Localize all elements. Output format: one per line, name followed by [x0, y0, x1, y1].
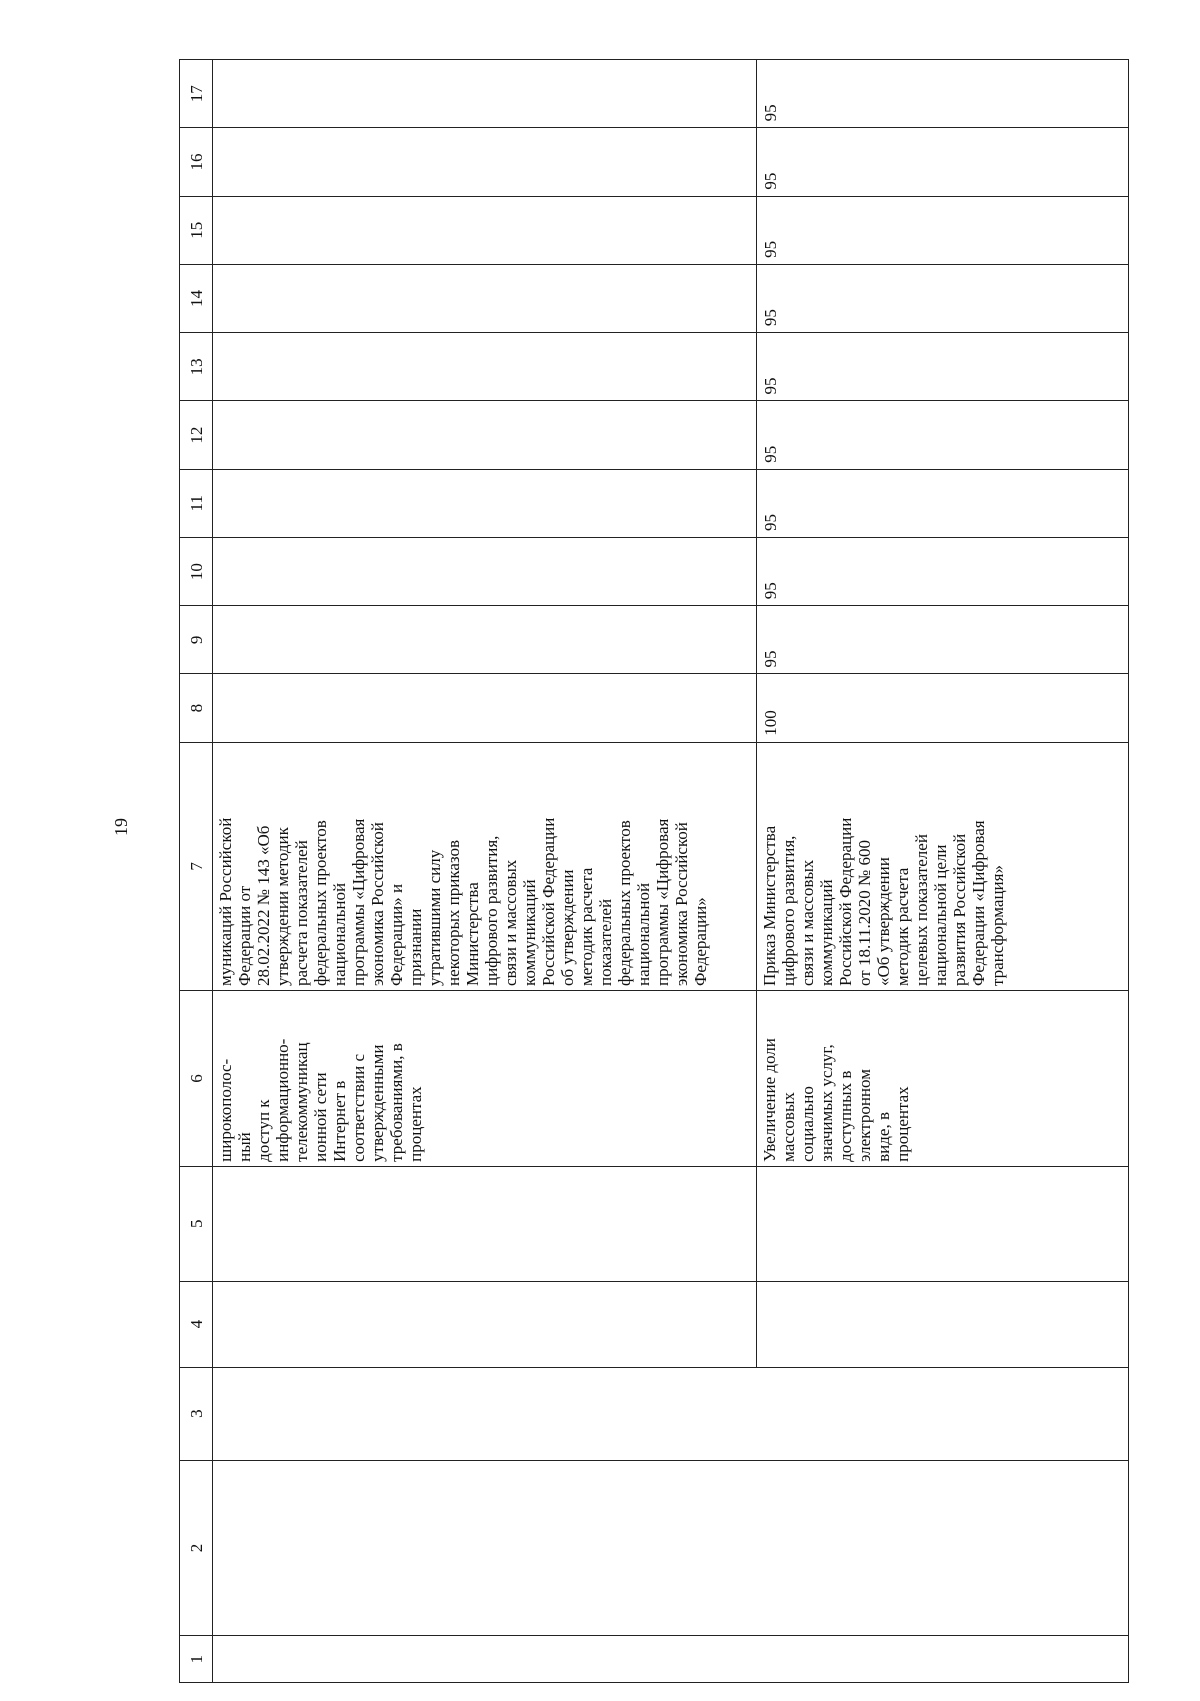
column-header: 16 — [180, 128, 213, 196]
table-cell — [213, 264, 757, 332]
indicator-name: Увеличение доли массовых социально значимых услуг, доступных в электронном виде, в процентах — [760, 1038, 912, 1162]
column-header: 14 — [180, 264, 213, 332]
table-cell — [213, 196, 757, 264]
methodology-cell — [213, 742, 757, 990]
table-cell — [213, 674, 757, 742]
methodology-cell — [757, 742, 1129, 990]
table-cell — [213, 1460, 1129, 1636]
column-header: 4 — [180, 1281, 213, 1367]
value-cell — [757, 264, 1129, 332]
document-table-rotated — [179, 59, 1129, 1683]
column-header: 1 — [180, 1636, 213, 1683]
table-cell — [213, 1367, 1129, 1460]
indicator-value: 95 — [761, 309, 780, 327]
value-cell — [757, 196, 1129, 264]
table-cell — [213, 1636, 1129, 1683]
indicator-value: 95 — [761, 172, 780, 190]
indicator-name: широкополос- ный доступ к информационно- телекоммуникац ионной сети Интернет в соответствии с утвержденными требованиями, в процентах — [216, 1038, 425, 1162]
table-cell — [213, 333, 757, 401]
column-header: 15 — [180, 196, 213, 264]
column-header: 10 — [180, 537, 213, 605]
column-header: 5 — [180, 1166, 213, 1281]
value-cell — [757, 60, 1129, 128]
table-cell — [213, 537, 757, 605]
indicator-value: 95 — [761, 513, 780, 531]
value-cell — [757, 537, 1129, 605]
column-header: 12 — [180, 401, 213, 469]
column-header: 2 — [180, 1460, 213, 1636]
indicator-name-cell — [213, 991, 757, 1167]
table-cell — [213, 469, 757, 537]
column-header: 6 — [180, 991, 213, 1167]
table-row — [213, 60, 757, 1683]
table-cell — [213, 60, 757, 128]
methodology-reference: Приказ Министерства цифрового развития, связи и массовых коммуникаций Российской Федерации от 18.11.2020 № 600 «Об утверждении методик расчета целевых показателей национальной цели развития Российской Федерации «Цифровая трансформация» — [760, 817, 1007, 987]
table-cell — [213, 128, 757, 196]
indicator-value: 95 — [761, 582, 780, 600]
table-cell — [213, 1166, 757, 1281]
methodology-reference: муникаций Российской Федерации от 28.02.2022 № 143 «Об утверждении методик расчета показателей федеральных проектов национальной программы «Цифровая экономика Российской Федерации» и признании утратившими силу некоторых приказов Министерства цифрового развития, связи и массовых коммуникаций Российской Федерации об утверждении методик расчета показателей федеральных проектов национальной программы «Цифровая экономика Российской Федерации» — [216, 817, 710, 987]
page-number: 19 — [111, 818, 131, 836]
column-header: 7 — [180, 742, 213, 990]
indicator-value: 95 — [761, 650, 780, 668]
indicator-value: 100 — [761, 710, 780, 736]
table-cell — [213, 401, 757, 469]
column-header: 3 — [180, 1367, 213, 1460]
value-cell — [757, 401, 1129, 469]
indicator-value: 95 — [761, 445, 780, 463]
table-cell — [757, 1166, 1129, 1281]
indicators-table — [179, 59, 1129, 1683]
column-header: 9 — [180, 606, 213, 674]
table-cell — [757, 1281, 1129, 1367]
column-header: 11 — [180, 469, 213, 537]
value-cell — [757, 469, 1129, 537]
value-cell — [757, 333, 1129, 401]
column-header: 17 — [180, 60, 213, 128]
value-cell — [757, 674, 1129, 742]
value-cell — [757, 606, 1129, 674]
table-cell — [213, 606, 757, 674]
indicator-value: 95 — [761, 377, 780, 395]
value-cell — [757, 128, 1129, 196]
column-header: 8 — [180, 674, 213, 742]
table-cell — [213, 1281, 757, 1367]
indicator-value: 95 — [761, 240, 780, 258]
indicator-name-cell — [757, 991, 1129, 1167]
column-header: 13 — [180, 333, 213, 401]
column-number-row — [180, 60, 213, 1683]
indicator-value: 95 — [761, 104, 780, 122]
